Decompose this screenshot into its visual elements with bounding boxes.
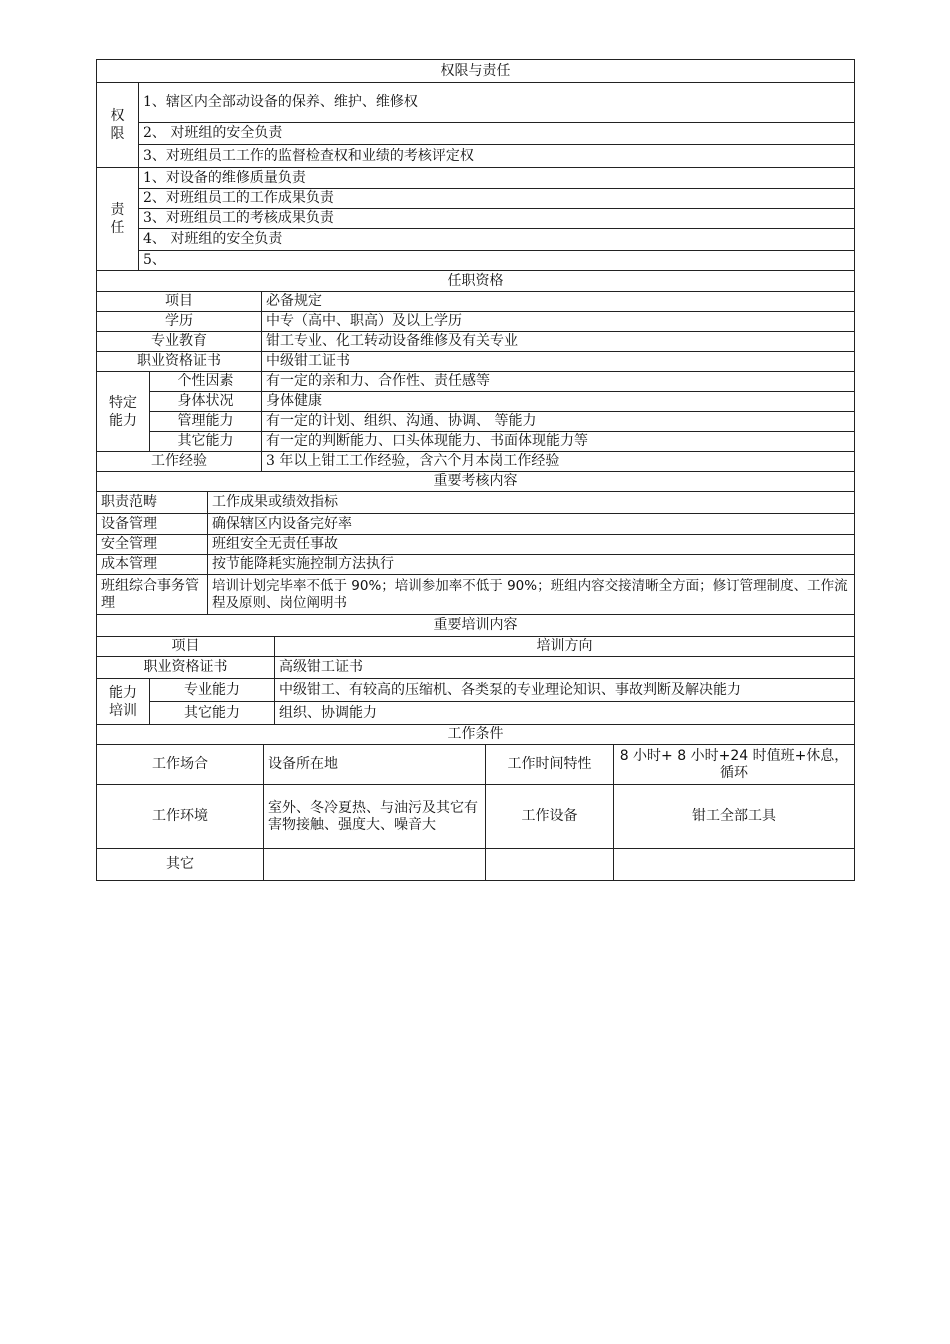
- special-row-value: 身体健康: [262, 392, 855, 412]
- ability-row-value: 中级钳工、有较高的压缩机、各类泵的专业理论知识、事故判断及解决能力: [275, 679, 855, 702]
- qualification-row-label: 职业资格证书: [97, 352, 262, 372]
- special-row-label: 身体状况: [150, 392, 262, 412]
- assessment-row-label: 成本管理: [97, 555, 208, 575]
- authority-header: 权限与责任: [97, 60, 855, 83]
- training-col-direction: 培训方向: [275, 637, 855, 657]
- qualification-col-req: 必备规定: [262, 292, 855, 312]
- training-cert-label: 职业资格证书: [97, 657, 275, 679]
- zeren-item: 4、 对班组的安全负责: [139, 229, 855, 251]
- assessment-row-label: 安全管理: [97, 535, 208, 555]
- qualification-table: [96, 270, 855, 472]
- assessment-row-value: 班组安全无责任事故: [208, 535, 855, 555]
- experience-label: 工作经验: [97, 452, 262, 472]
- assessment-row-label: 设备管理: [97, 514, 208, 535]
- work-time-value: 8 小时+ 8 小时+24 时值班+休息，循环: [614, 745, 855, 785]
- training-col-item: 项目: [97, 637, 275, 657]
- assessment-col-indicator: 工作成果或绩效指标: [208, 492, 855, 514]
- assessment-table: [96, 471, 855, 615]
- special-row-label: 管理能力: [150, 412, 262, 432]
- zeren-item: 5、: [139, 251, 855, 271]
- special-row-value: 有一定的判断能力、口头体现能力、书面体现能力等: [262, 432, 855, 452]
- zeren-item: 3、对班组员工的考核成果负责: [139, 209, 855, 229]
- assessment-header: 重要考核内容: [97, 472, 855, 492]
- special-row-value: 有一定的计划、组织、沟通、协调、 等能力: [262, 412, 855, 432]
- quanxian-label: 权 限: [97, 83, 139, 168]
- ability-row-label: 其它能力: [150, 702, 275, 725]
- assessment-row-value: 按节能降耗实施控制方法执行: [208, 555, 855, 575]
- special-row-label: 个性因素: [150, 372, 262, 392]
- assessment-row-value: 确保辖区内设备完好率: [208, 514, 855, 535]
- training-table: [96, 614, 855, 725]
- work-equipment-label: 工作设备: [486, 785, 614, 849]
- work-environment-label: 工作环境: [97, 785, 264, 849]
- assessment-row-label: 班组综合事务管理: [97, 575, 208, 615]
- qualification-row-value: 中专（高中、职高）及以上学历: [262, 312, 855, 332]
- qualification-row-value: 中级钳工证书: [262, 352, 855, 372]
- work-place-label: 工作场合: [97, 745, 264, 785]
- training-header: 重要培训内容: [97, 615, 855, 637]
- special-row-value: 有一定的亲和力、合作性、责任感等: [262, 372, 855, 392]
- qualification-col-item: 项目: [97, 292, 262, 312]
- special-ability-label: 特定 能力: [97, 372, 150, 452]
- other-label: 其它: [97, 849, 264, 881]
- other-value: [264, 849, 486, 881]
- conditions-table: [96, 724, 855, 881]
- zeren-label: 责 任: [97, 168, 139, 271]
- job-description-sheet: [96, 59, 855, 881]
- qualification-row-value: 钳工专业、化工转动设备维修及有关专业: [262, 332, 855, 352]
- work-equipment-value: 钳工全部工具: [614, 785, 855, 849]
- special-row-label: 其它能力: [150, 432, 262, 452]
- ability-training-label: 能力 培训: [97, 679, 150, 725]
- ability-row-value: 组织、协调能力: [275, 702, 855, 725]
- authority-table: [96, 59, 855, 271]
- zeren-item: 2、对班组员工的工作成果负责: [139, 189, 855, 209]
- work-time-label: 工作时间特性: [486, 745, 614, 785]
- assessment-col-scope: 职责范畴: [97, 492, 208, 514]
- other-cell-c: [486, 849, 614, 881]
- quanxian-item: 3、对班组员工工作的监督检查权和业绩的考核评定权: [139, 145, 855, 168]
- work-environment-value: 室外、冬冷夏热、与油污及其它有害物接触、强度大、噪音大: [264, 785, 486, 849]
- qualification-row-label: 学历: [97, 312, 262, 332]
- quanxian-item: 2、 对班组的安全负责: [139, 123, 855, 145]
- training-cert-value: 高级钳工证书: [275, 657, 855, 679]
- work-place-value: 设备所在地: [264, 745, 486, 785]
- conditions-header: 工作条件: [97, 725, 855, 745]
- qualification-row-label: 专业教育: [97, 332, 262, 352]
- qualification-header: 任职资格: [97, 271, 855, 292]
- zeren-item: 1、对设备的维修质量负责: [139, 168, 855, 189]
- experience-value: 3 年以上钳工工作经验，含六个月本岗工作经验: [262, 452, 855, 472]
- quanxian-item: 1、辖区内全部动设备的保养、维护、维修权: [139, 83, 855, 123]
- assessment-row-value: 培训计划完毕率不低于 90%；培训参加率不低于 90%；班组内容交接清晰全方面；修订管理制度、工作流程及原则、岗位阐明书: [208, 575, 855, 615]
- ability-row-label: 专业能力: [150, 679, 275, 702]
- other-cell-d: [614, 849, 855, 881]
